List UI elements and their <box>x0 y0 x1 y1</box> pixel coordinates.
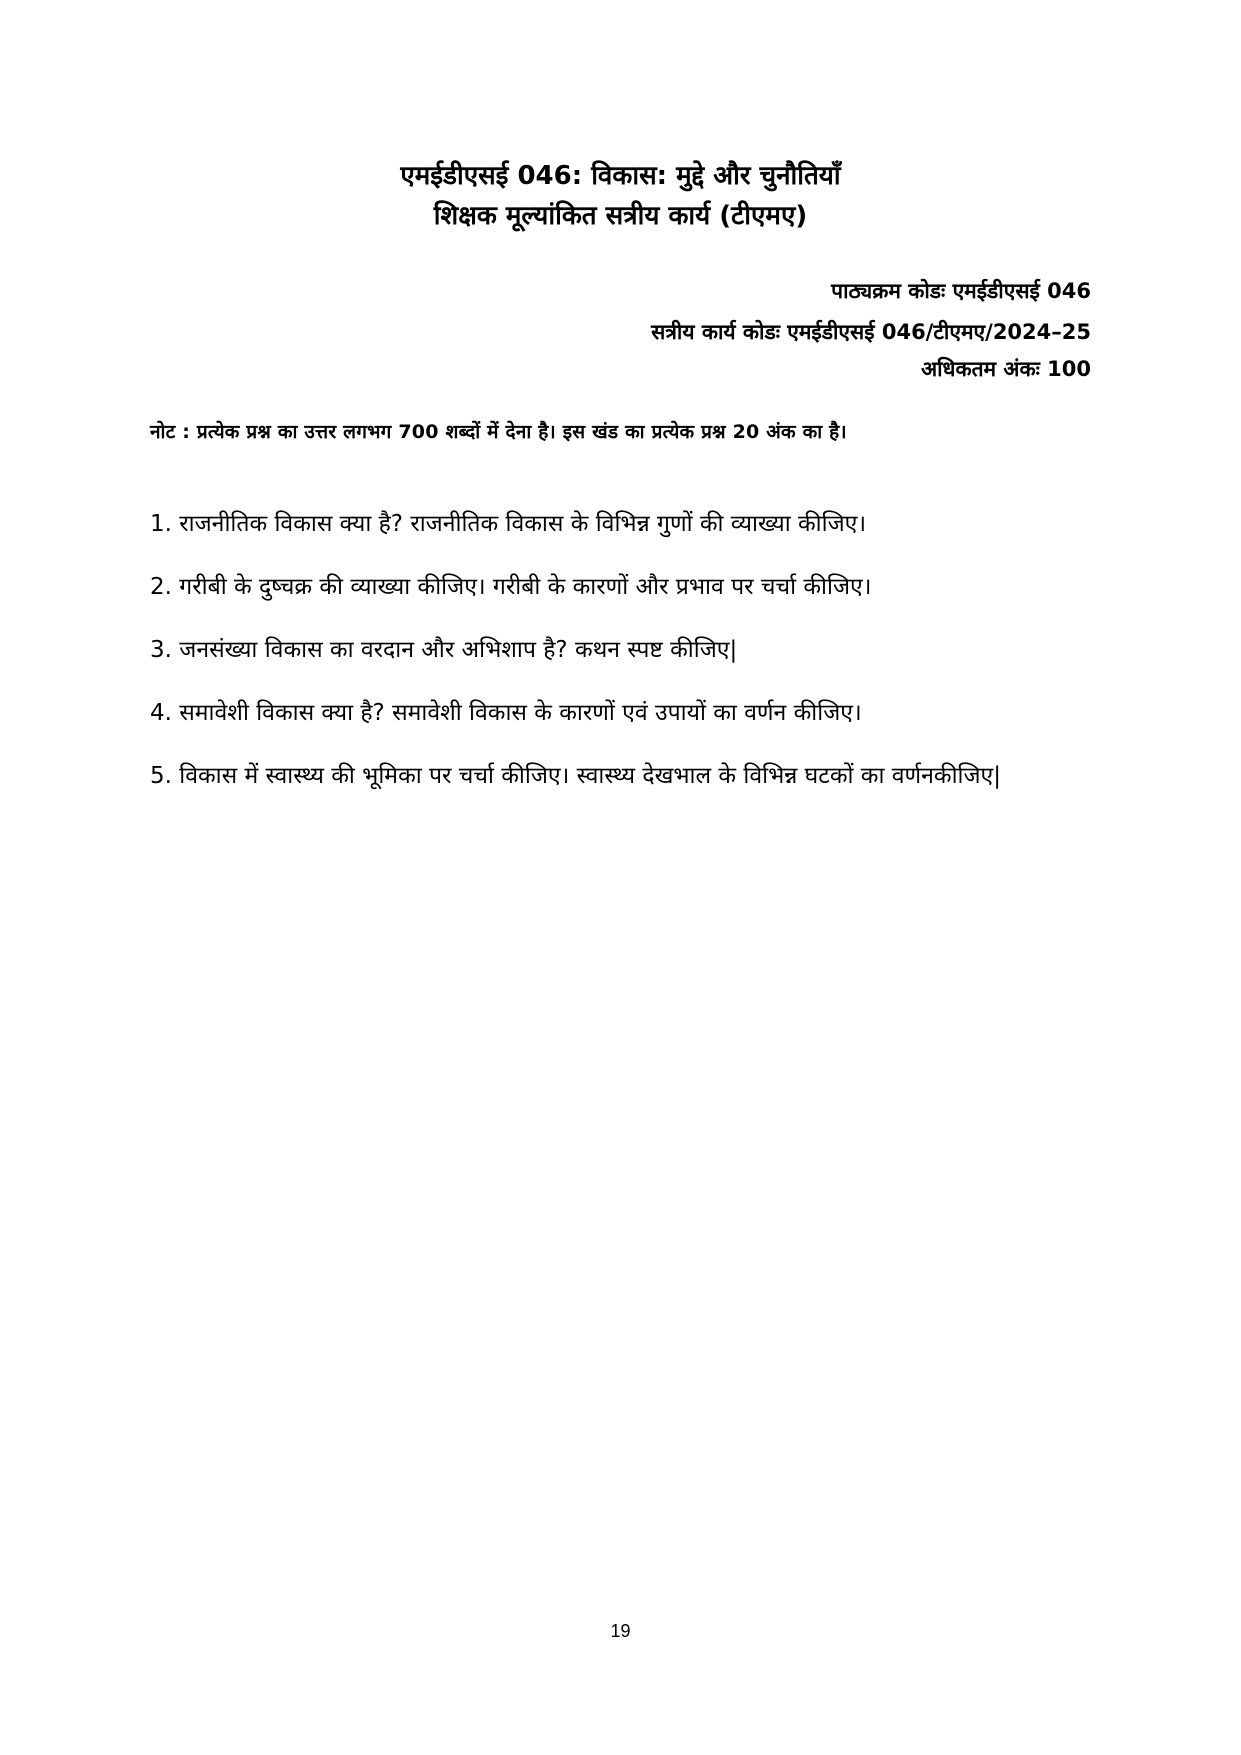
question-list <box>150 507 1010 822</box>
course-code: पाठ्यक्रम कोडः एमईडीएसई 046 <box>831 279 1091 303</box>
instructions-note: नोट : प्रत्येक प्रश्न का उत्तर लगभग 700 शब्दों में देना है। इस खंड का प्रत्येक प्रश्न 20 अंक का है। <box>150 421 847 443</box>
question-2: 2. गरीबी के दुष्चक्र की व्याख्या कीजिए। गरीबी के कारणों और प्रभाव पर चर्चा कीजिए। <box>150 574 872 600</box>
question-1: 1. राजनीतिक विकास क्या है? राजनीतिक विकास के विभिन्न गुणों की व्याख्या कीजिए। <box>150 511 867 537</box>
question-4: 4. समावेशी विकास क्या है? समावेशी विकास के कारणों एवं उपायों का वर्णन कीजिए। <box>150 700 862 726</box>
question-3: 3. जनसंख्या विकास का वरदान और अभिशाप है? कथन स्पष्ट कीजिए| <box>150 637 738 663</box>
question-5: 5. विकास में स्वास्थ्य की भूमिका पर चर्चा कीजिए। स्वास्थ्य देखभाल के विभिन्न घटकों का वर्णनकीजिए| <box>150 763 1002 789</box>
page-number: 19 <box>610 1621 631 1641</box>
document-subtitle: शिक्षक मूल्यांकित सत्रीय कार्य (टीएमए) <box>433 201 808 231</box>
document-title: एमईडीएसई 046: विकास: मुद्दे और चुनौतियाँ <box>400 161 841 191</box>
max-marks: अधिकतम अंकः 100 <box>921 357 1091 381</box>
assignment-code: सत्रीय कार्य कोडः एमईडीएसई 046/टीएमए/2024–25 <box>651 320 1091 344</box>
